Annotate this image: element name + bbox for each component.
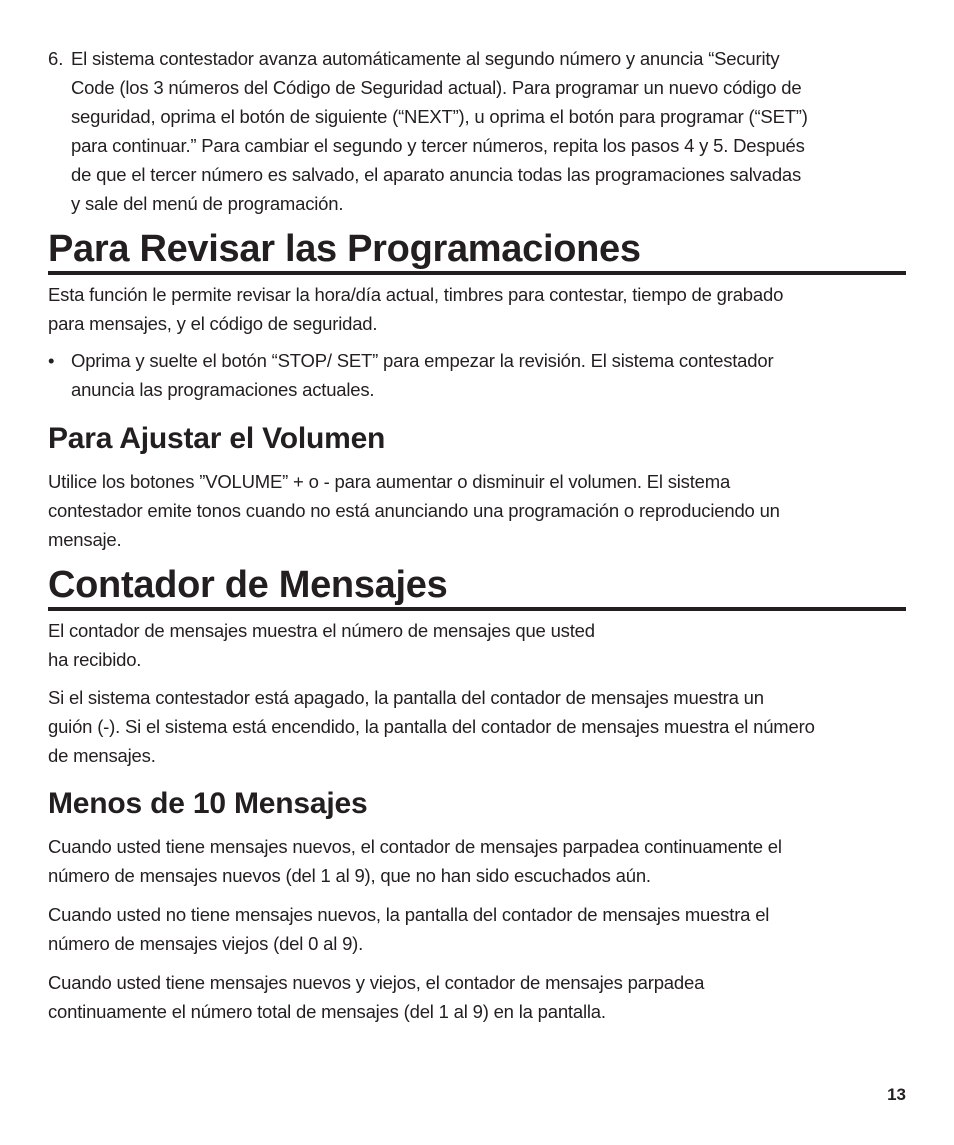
subsection-heading: Para Ajustar el Volumen — [48, 422, 386, 455]
review-bullet — [48, 346, 906, 404]
less10-paragraph-2 — [48, 900, 906, 958]
section-heading: Para Revisar las Programaciones — [48, 227, 906, 275]
step-number: 6. — [48, 48, 64, 69]
text-line: seguridad, oprima el botón de siguiente (“NEXT”), u oprima el botón para programar (“SET”) — [71, 106, 808, 127]
text-line: mensaje. — [48, 529, 122, 550]
text-line: para continuar.” Para cambiar el segundo y tercer números, repita los pasos 4 y 5. Después — [71, 135, 805, 156]
page-number: 13 — [887, 1085, 906, 1104]
less10-paragraph-1 — [48, 832, 906, 890]
text-line: anuncia las programaciones actuales. — [71, 379, 375, 400]
text-line: Cuando usted tiene mensajes nuevos y viejos, el contador de mensajes parpadea — [48, 972, 705, 993]
step-6-text — [71, 44, 906, 218]
text-line: y sale del menú de programación. — [71, 193, 344, 214]
text-line: ha recibido. — [48, 649, 142, 670]
text-line: para mensajes, y el código de seguridad. — [48, 313, 378, 334]
text-line: El sistema contestador avanza automáticamente al segundo número y anuncia “Security — [71, 48, 780, 69]
bullet-icon: • — [48, 350, 55, 371]
volume-paragraph — [48, 467, 906, 554]
section-less-10 — [48, 786, 906, 822]
counter-paragraph-1 — [48, 616, 906, 674]
section-volume — [48, 421, 906, 457]
counter-paragraph-2 — [48, 683, 906, 770]
text-line: de que el tercer número es salvado, el aparato anuncia todas las programaciones salvadas — [71, 164, 802, 185]
page-content — [48, 44, 906, 1026]
text-line: Oprima y suelte el botón “STOP/ SET” para empezar la revisión. El sistema contestador — [71, 350, 774, 371]
text-line: Cuando usted tiene mensajes nuevos, el contador de mensajes parpadea continuamente el — [48, 836, 782, 857]
review-bullet-text — [71, 346, 906, 404]
section-review — [48, 227, 906, 275]
less10-paragraph-3 — [48, 968, 906, 1026]
text-line: El contador de mensajes muestra el número de mensajes que usted — [48, 620, 595, 641]
step-6-paragraph — [48, 44, 906, 218]
text-line: número de mensajes nuevos (del 1 al 9), que no han sido escuchados aún. — [48, 865, 651, 886]
text-line: número de mensajes viejos (del 0 al 9). — [48, 933, 364, 954]
text-line: Code (los 3 números del Código de Seguridad actual). Para programar un nuevo código de — [71, 77, 802, 98]
section-counter — [48, 563, 906, 611]
text-line: contestador emite tonos cuando no está anunciando una programación o reproduciendo un — [48, 500, 780, 521]
section-heading: Contador de Mensajes — [48, 563, 906, 611]
text-line: continuamente el número total de mensajes (del 1 al 9) en la pantalla. — [48, 1001, 606, 1022]
text-line: Utilice los botones ”VOLUME” + o - para aumentar o disminuir el volumen. El sistema — [48, 471, 731, 492]
text-line: Cuando usted no tiene mensajes nuevos, la pantalla del contador de mensajes muestra el — [48, 904, 770, 925]
text-line: guión (-). Si el sistema está encendido, la pantalla del contador de mensajes muestra el número — [48, 716, 815, 737]
text-line: Si el sistema contestador está apagado, la pantalla del contador de mensajes muestra un — [48, 687, 764, 708]
review-intro — [48, 280, 906, 338]
subsection-heading: Menos de 10 Mensajes — [48, 787, 368, 820]
text-line: Esta función le permite revisar la hora/día actual, timbres para contestar, tiempo de grabado — [48, 284, 784, 305]
text-line: de mensajes. — [48, 745, 156, 766]
